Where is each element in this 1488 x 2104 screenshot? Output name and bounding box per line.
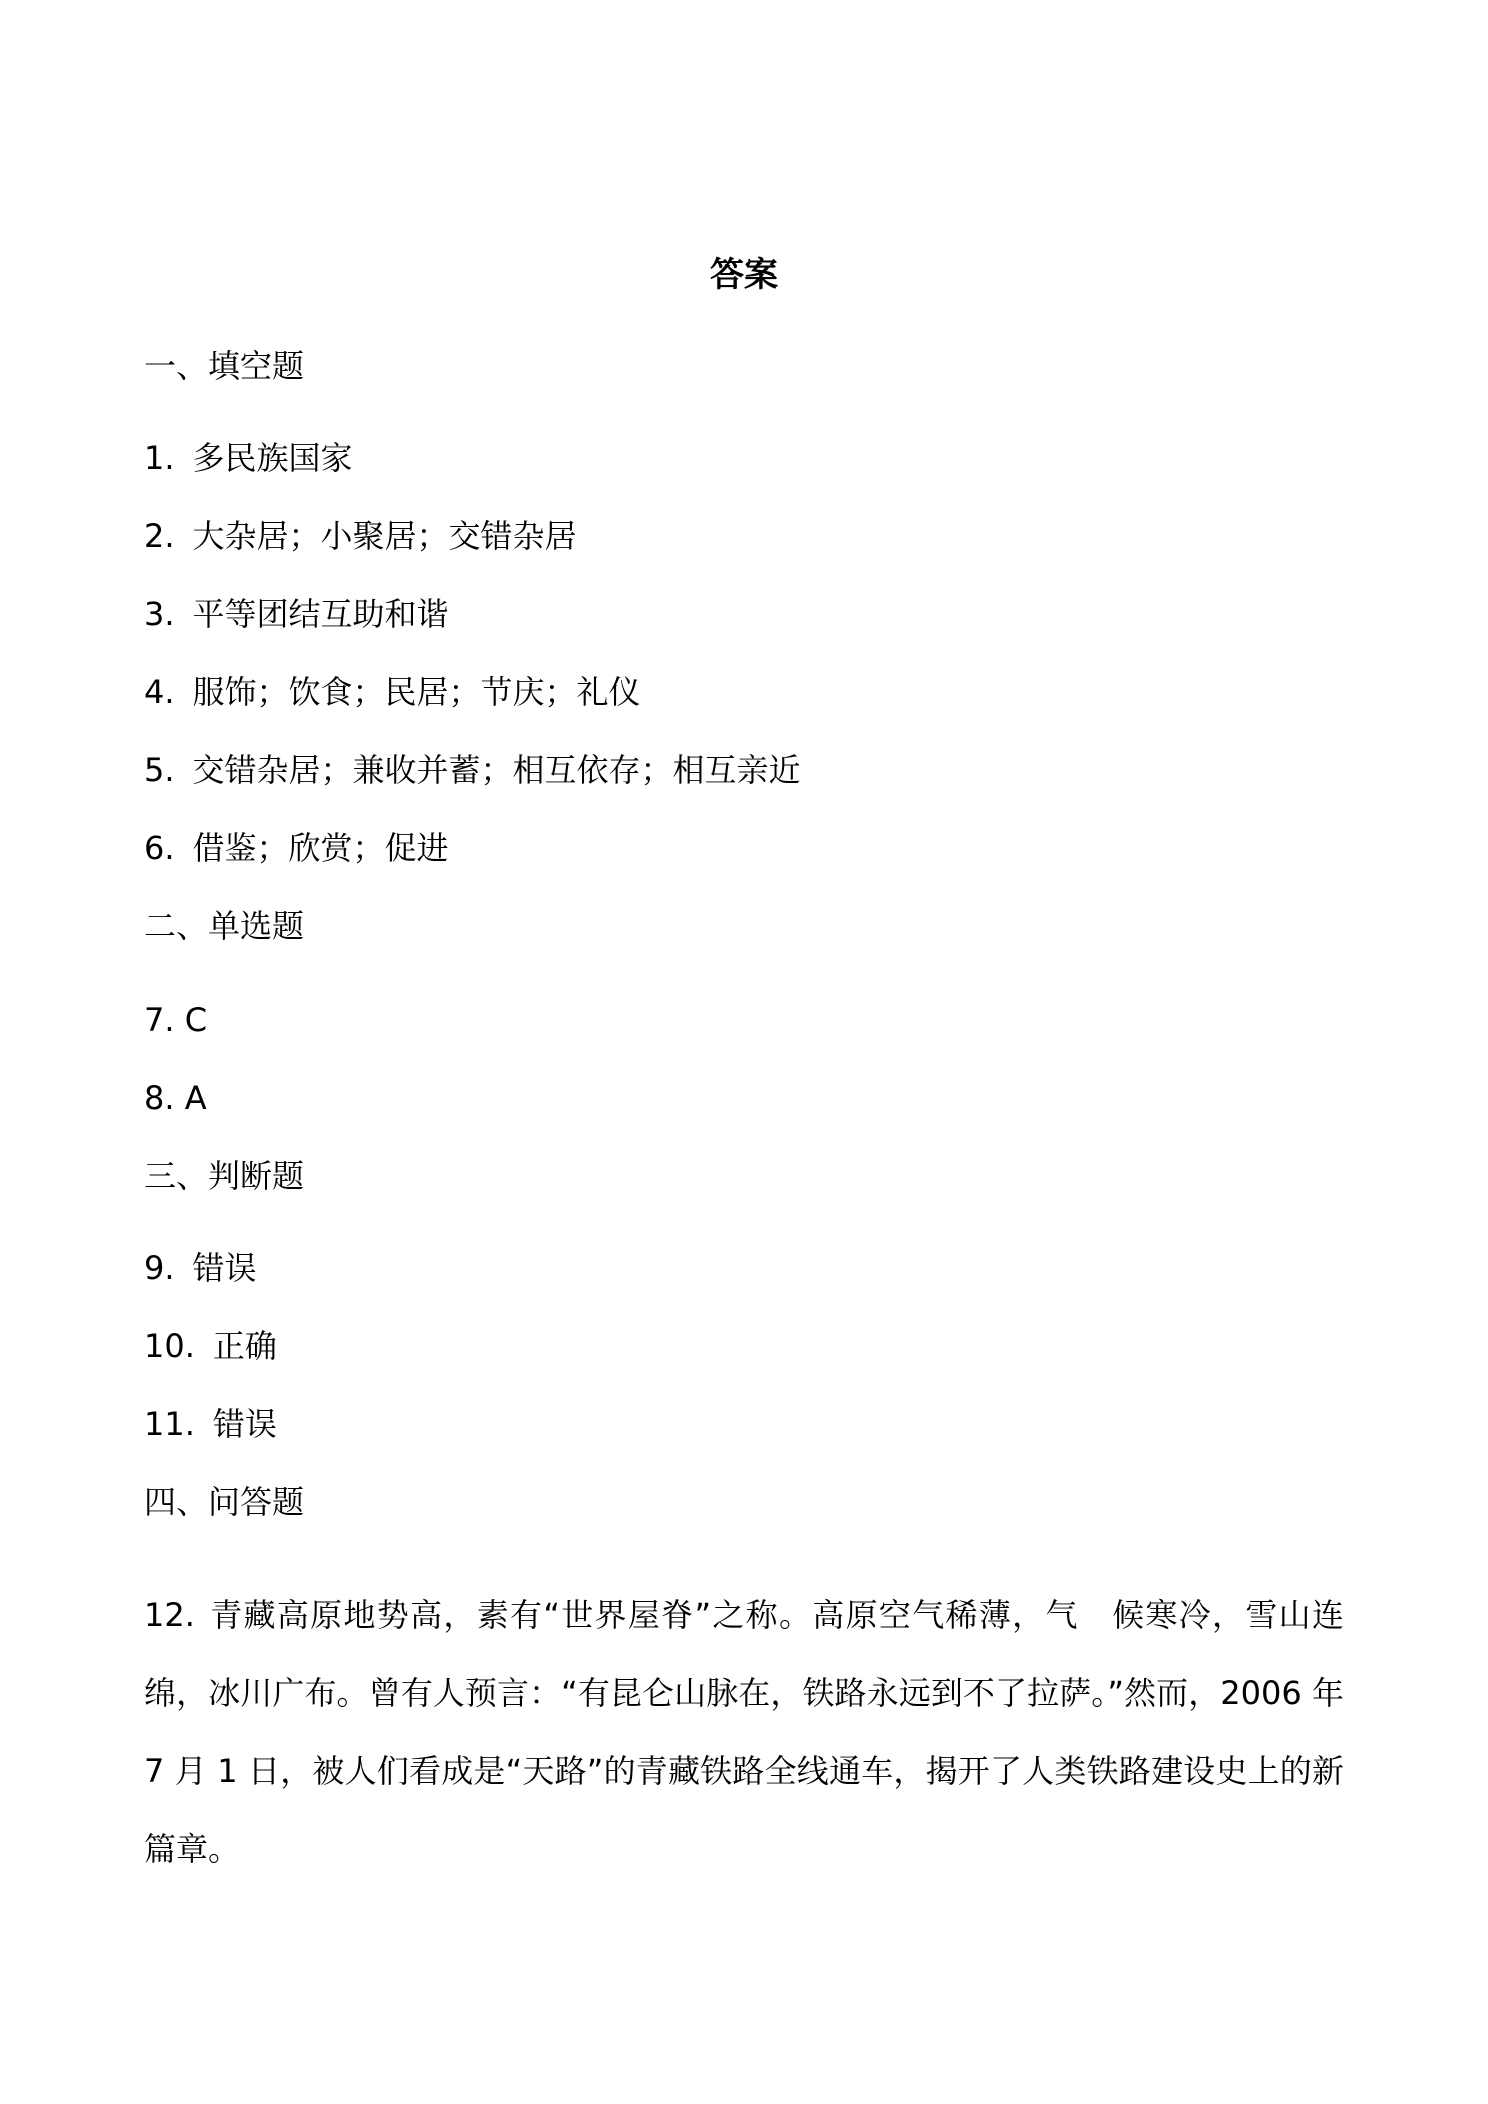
item-number: 2. [144, 517, 175, 555]
item-text: 交错杂居；兼收并蓄；相互依存；相互亲近 [192, 751, 801, 789]
answer-item [144, 432, 353, 484]
section-heading-short-answer: 四、问答题 [144, 1483, 305, 1521]
item-number: 5. [144, 751, 175, 789]
answer-item [144, 588, 449, 640]
item-text: C [184, 1001, 208, 1039]
item-number: 1. [144, 439, 175, 477]
item-text: 错误 [192, 1249, 257, 1287]
item-number: 10. [144, 1327, 195, 1365]
page-title: 答案 [710, 255, 778, 295]
answer-item [144, 1072, 207, 1124]
answer-item [144, 510, 577, 562]
item-number: 3. [144, 595, 175, 633]
section-heading-fill-blank: 一、填空题 [144, 347, 305, 385]
answer-item [144, 1398, 277, 1450]
item-text: 大杂居；小聚居；交错杂居 [192, 517, 577, 555]
item-text: 错误 [212, 1405, 277, 1443]
answer-item [144, 994, 207, 1046]
section-heading-single-choice: 二、单选题 [144, 907, 305, 945]
item-number: 4. [144, 673, 175, 711]
answer-item [144, 744, 801, 796]
item-text: 多民族国家 [192, 439, 353, 477]
item-text: 平等团结互助和谐 [192, 595, 449, 633]
answer-item [144, 1320, 277, 1372]
answer-item [144, 822, 449, 874]
item-text: 借鉴；欣赏；促进 [192, 829, 449, 867]
item-text: 青藏高原地势高，素有“世界屋脊”之称。高原空气稀薄，气 候寒冷，雪山连绵，冰川广布。曾有人预言：“有昆仑山脉在，铁路永远到不了拉萨。”然而，2006 年 7 月 1 日，被人们看成是“天路”的青藏铁路全线通车，揭开了人类铁路建设史上的新篇章。 [144, 1596, 1344, 1868]
item-number: 8. [144, 1079, 175, 1117]
answer-item [144, 666, 641, 718]
item-number: 9. [144, 1249, 175, 1287]
item-text: 正确 [212, 1327, 277, 1365]
item-number: 6. [144, 829, 175, 867]
item-number: 7. [144, 1001, 175, 1039]
answer-paragraph [144, 1576, 1344, 1888]
answer-item [144, 1242, 257, 1294]
item-number: 12. [144, 1596, 195, 1634]
item-text: 服饰；饮食；民居；节庆；礼仪 [192, 673, 641, 711]
item-text: A [184, 1079, 207, 1117]
item-number: 11. [144, 1405, 195, 1443]
section-heading-true-false: 三、判断题 [144, 1157, 305, 1195]
